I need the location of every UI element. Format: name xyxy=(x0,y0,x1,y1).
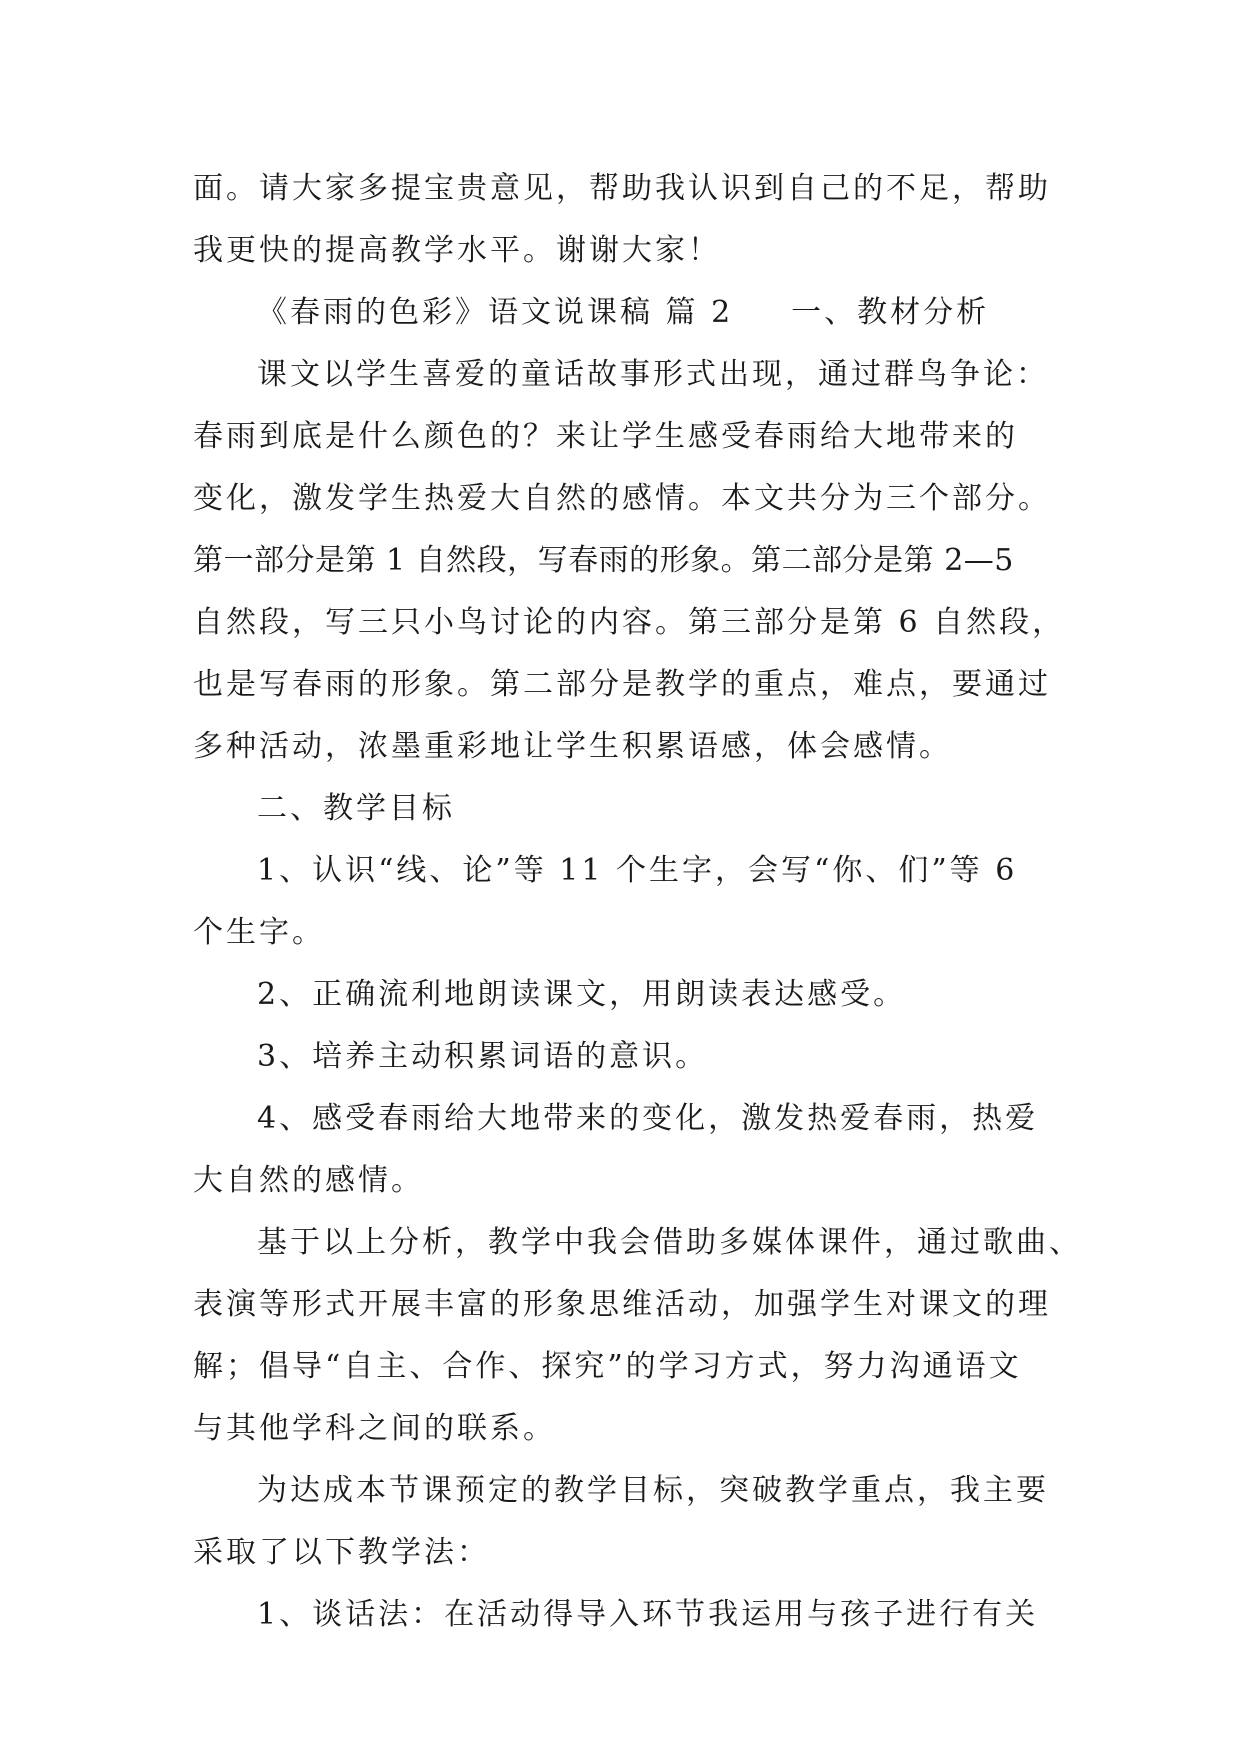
text-line: 大自然的感情。 xyxy=(193,1163,424,1198)
text-line: 4、感受春雨给大地带来的变化，激发热爱春雨，热爱 xyxy=(257,1101,1039,1136)
text-line: 也是写春雨的形象。第二部分是教学的重点，难点，要通过 xyxy=(193,667,1051,702)
text-line: 表演等形式开展丰富的形象思维活动，加强学生对课文的理 xyxy=(193,1287,1051,1322)
section-heading-line xyxy=(193,282,1053,344)
text-line: 1、认识“线、论”等 11 个生字，会写“你、们”等 6 xyxy=(257,853,1018,888)
text-line: 1、谈话法：在活动得导入环节我运用与孩子进行有关 xyxy=(257,1597,1039,1632)
text-line: 基于以上分析，教学中我会借助多媒体课件，通过歌曲、 xyxy=(257,1225,1082,1260)
text-line: 与其他学科之间的联系。 xyxy=(193,1411,556,1446)
text-line: 面。请大家多提宝贵意见，帮助我认识到自己的不足，帮助 xyxy=(193,171,1051,206)
document-body xyxy=(193,158,1082,1646)
text-line: 个生字。 xyxy=(193,915,325,950)
text-line: 我更快的提高教学水平。谢谢大家！ xyxy=(193,233,721,268)
text-line: 多种活动，浓墨重彩地让学生积累语感，体会感情。 xyxy=(193,729,952,764)
text-line: 2、正确流利地朗读课文，用朗读表达感受。 xyxy=(257,977,907,1012)
text-line: 课文以学生喜爱的童话故事形式出现，通过群鸟争论： xyxy=(257,357,1049,392)
text-line: 变化，激发学生热爱大自然的感情。本文共分为三个部分。 xyxy=(193,481,1051,516)
section-heading: 二、教学目标 xyxy=(257,791,455,826)
text-line: 3、培养主动积累词语的意识。 xyxy=(257,1039,709,1074)
text-line: 解；倡导“自主、合作、探究”的学习方式，努力沟通语文 xyxy=(193,1349,1022,1384)
text-line: 为达成本节课预定的教学目标，突破教学重点，我主要 xyxy=(257,1473,1049,1508)
section-heading: 一、教材分析 xyxy=(791,295,990,330)
text-line: 自然段，写三只小鸟讨论的内容。第三部分是第 6 自然段， xyxy=(193,605,1066,640)
article-title: 《春雨的色彩》语文说课稿 篇 2 xyxy=(257,295,734,330)
text-line: 第一部分是第 1 自然段，写春雨的形象。第二部分是第 2—5 xyxy=(193,543,1014,578)
text-line: 采取了以下教学法： xyxy=(193,1535,490,1570)
text-line: 春雨到底是什么颜色的？来让学生感受春雨给大地带来的 xyxy=(193,419,1018,454)
